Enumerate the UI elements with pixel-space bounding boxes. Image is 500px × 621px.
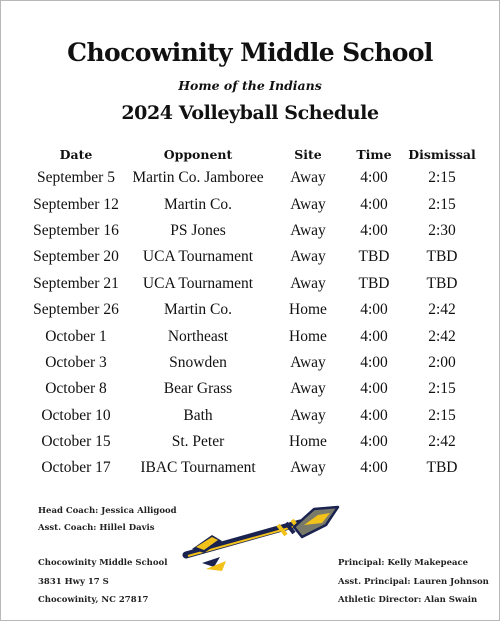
address-city: Chocowinity, NC 27817 bbox=[38, 595, 149, 605]
cell-time: 4:00 bbox=[360, 301, 388, 319]
cell-site: Home bbox=[289, 327, 327, 345]
cell-dismissal: 2:30 bbox=[428, 221, 456, 239]
address-name: Chocowinity Middle School bbox=[38, 558, 168, 568]
cell-time: TBD bbox=[358, 274, 390, 292]
cell-time: 4:00 bbox=[360, 433, 388, 451]
cell-opponent: UCA Tournament bbox=[142, 274, 254, 292]
cell-dismissal: 2:15 bbox=[428, 195, 456, 213]
column-header-dismissal: Dismissal bbox=[408, 146, 476, 162]
schedule-title: 2024 Volleyball Schedule bbox=[121, 102, 379, 124]
cell-time: 4:00 bbox=[360, 459, 388, 477]
cell-site: Away bbox=[290, 459, 326, 477]
table-row bbox=[28, 218, 480, 244]
cell-date: September 16 bbox=[33, 221, 119, 239]
cell-site: Away bbox=[290, 195, 326, 213]
tagline: Home of the Indians bbox=[178, 78, 322, 93]
cell-dismissal: 2:42 bbox=[428, 433, 456, 451]
cell-dismissal: 2:42 bbox=[428, 327, 456, 345]
schedule-body bbox=[28, 165, 480, 482]
column-header-date: Date bbox=[59, 146, 93, 162]
cell-opponent: Bear Grass bbox=[163, 380, 233, 398]
table-row bbox=[28, 403, 480, 429]
cell-time: 4:00 bbox=[360, 221, 388, 239]
cell-opponent: St. Peter bbox=[171, 433, 225, 451]
cell-dismissal: TBD bbox=[426, 459, 458, 477]
head-coach: Head Coach: Jessica Alligood bbox=[38, 506, 177, 516]
cell-opponent: Martin Co. Jamboree bbox=[132, 169, 264, 187]
cell-time: 4:00 bbox=[360, 353, 388, 371]
cell-site: Home bbox=[289, 301, 327, 319]
cell-date: October 10 bbox=[41, 406, 111, 424]
arrow-feather-icon bbox=[182, 505, 342, 575]
header-row bbox=[28, 143, 480, 165]
cell-time: 4:00 bbox=[360, 327, 388, 345]
cell-date: September 12 bbox=[33, 195, 119, 213]
cell-time: 4:00 bbox=[360, 406, 388, 424]
cell-site: Away bbox=[290, 353, 326, 371]
cell-date: September 26 bbox=[33, 301, 119, 319]
cell-dismissal: 2:15 bbox=[428, 169, 456, 187]
assistant-principal: Asst. Principal: Lauren Johnson bbox=[338, 577, 489, 587]
cell-date: September 20 bbox=[33, 248, 119, 266]
cell-dismissal: 2:15 bbox=[428, 380, 456, 398]
schedule-table bbox=[28, 143, 480, 482]
table-row bbox=[28, 429, 480, 455]
cell-site: Home bbox=[289, 433, 327, 451]
table-row bbox=[28, 350, 480, 376]
cell-dismissal: TBD bbox=[426, 248, 458, 266]
cell-opponent: Martin Co. bbox=[163, 301, 233, 319]
cell-date: October 3 bbox=[45, 353, 107, 371]
address-street: 3831 Hwy 17 S bbox=[38, 577, 109, 587]
cell-date: October 8 bbox=[45, 380, 107, 398]
school-title: Chocowinity Middle School bbox=[67, 38, 433, 67]
cell-dismissal: 2:00 bbox=[428, 353, 456, 371]
principal: Principal: Kelly Makepeace bbox=[338, 558, 469, 568]
cell-opponent: Northeast bbox=[167, 327, 229, 345]
cell-time: 4:00 bbox=[360, 380, 388, 398]
cell-opponent: UCA Tournament bbox=[142, 248, 254, 266]
table-row bbox=[28, 297, 480, 323]
table-row bbox=[28, 323, 480, 349]
table-row bbox=[28, 244, 480, 270]
cell-dismissal: TBD bbox=[426, 274, 458, 292]
column-header-time: Time bbox=[356, 146, 392, 162]
cell-opponent: Martin Co. bbox=[163, 195, 233, 213]
cell-opponent: PS Jones bbox=[170, 221, 226, 239]
cell-date: September 5 bbox=[37, 169, 115, 187]
cell-opponent: Snowden bbox=[169, 353, 227, 371]
column-header-site: Site bbox=[294, 146, 322, 162]
column-header-opponent: Opponent bbox=[163, 146, 233, 162]
cell-date: October 15 bbox=[41, 433, 111, 451]
cell-date: September 21 bbox=[33, 274, 119, 292]
cell-dismissal: 2:42 bbox=[428, 301, 456, 319]
cell-time: 4:00 bbox=[360, 169, 388, 187]
cell-site: Away bbox=[290, 221, 326, 239]
cell-dismissal: 2:15 bbox=[428, 406, 456, 424]
cell-opponent: IBAC Tournament bbox=[140, 459, 256, 477]
table-row bbox=[28, 376, 480, 402]
cell-date: October 1 bbox=[45, 327, 107, 345]
cell-site: Away bbox=[290, 248, 326, 266]
table-row bbox=[28, 165, 480, 191]
cell-opponent: Bath bbox=[183, 406, 213, 424]
table-row bbox=[28, 455, 480, 481]
table-row bbox=[28, 191, 480, 217]
cell-site: Away bbox=[290, 169, 326, 187]
assistant-coach: Asst. Coach: Hillel Davis bbox=[38, 523, 155, 533]
cell-site: Away bbox=[290, 380, 326, 398]
cell-time: 4:00 bbox=[360, 195, 388, 213]
cell-time: TBD bbox=[358, 248, 390, 266]
cell-site: Away bbox=[290, 274, 326, 292]
athletic-director: Athletic Director: Alan Swain bbox=[338, 595, 478, 605]
cell-site: Away bbox=[290, 406, 326, 424]
table-row bbox=[28, 271, 480, 297]
cell-date: October 17 bbox=[41, 459, 111, 477]
